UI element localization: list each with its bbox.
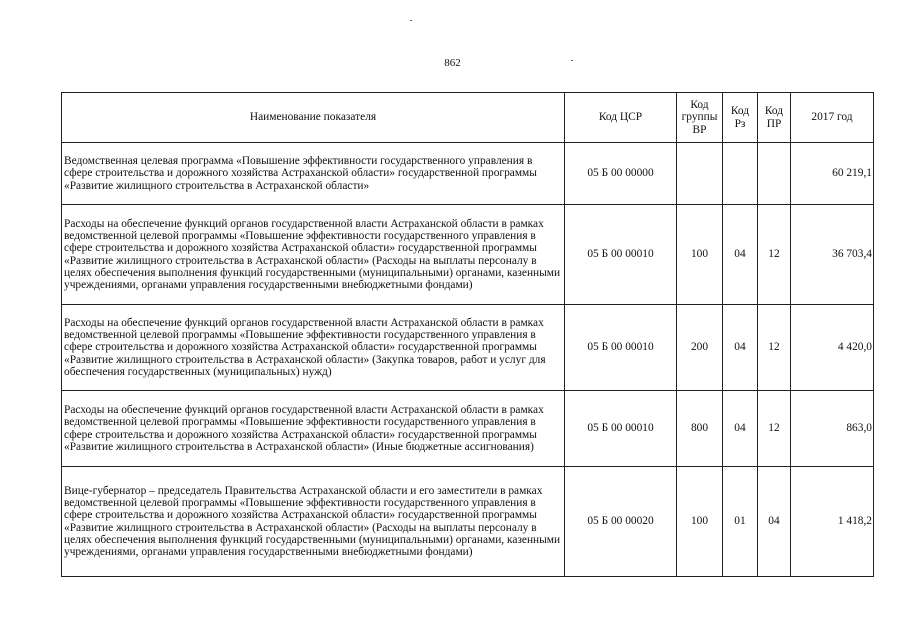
header-year: 2017 год [791, 93, 874, 143]
budget-table [61, 92, 874, 577]
header-code-rz: Код Рз [723, 93, 758, 143]
row-name: Расходы на обеспечение функций органов государственной власти Астраханской области в рамках ведомственной целевой программы «Повышение эффективности государственного управления в сфере строительства и дорожного хозяйства Астраханской области» государственной программы «Развитие жилищного строительства в Астраханской области» (Закупка товаров, работ и услуг для обеспечения государственных (муниципальных) нужд) [62, 305, 565, 391]
row-code-pr: 12 [758, 391, 791, 467]
row-code-vr [677, 143, 723, 205]
row-code-csr: 05 Б 00 00010 [565, 205, 677, 305]
row-amount: 60 219,1 [791, 143, 874, 205]
row-code-pr: 04 [758, 467, 791, 577]
row-code-rz: 04 [723, 391, 758, 467]
row-amount: 1 418,2 [791, 467, 874, 577]
row-name: Вице-губернатор – председатель Правительства Астраханской области и его заместители в рамках ведомственной целевой программы «Повышение эффективности государственного управления в сфере строительства и дорожного хозяйства Астраханской области» государственной программы «Развитие жилищного строительства в Астраханской области» (Расходы на выплаты персоналу в целях обеспечения выполнения функций государственными (муниципальными) органами, казенными учреждениями, органами управления государственными внебюджетными фондами) [62, 467, 565, 577]
row-code-rz [723, 143, 758, 205]
row-code-csr: 05 Б 00 00010 [565, 305, 677, 391]
table-row [62, 305, 874, 391]
page-number: 862 [444, 57, 461, 69]
row-name: Ведомственная целевая программа «Повышение эффективности государственного управления в сфере строительства и дорожного хозяйства Астраханской области» государственной программы «Развитие жилищного строительства в Астраханской области» [62, 143, 565, 205]
row-code-vr: 800 [677, 391, 723, 467]
row-code-pr: 12 [758, 305, 791, 391]
table-header-row [62, 93, 874, 143]
row-amount: 36 703,4 [791, 205, 874, 305]
row-code-csr: 05 Б 00 00010 [565, 391, 677, 467]
header-code-pr: Код ПР [758, 93, 791, 143]
table-row [62, 391, 874, 467]
header-code-vr: Код группы ВР [677, 93, 723, 143]
table-row [62, 143, 874, 205]
header-code-csr: Код ЦСР [565, 93, 677, 143]
row-code-pr [758, 143, 791, 205]
row-code-rz: 04 [723, 305, 758, 391]
row-name: Расходы на обеспечение функций органов государственной власти Астраханской области в рамках ведомственной целевой программы «Повышение эффективности государственного управления в сфере строительства и дорожного хозяйства Астраханской области» государственной программы «Развитие жилищного строительства в Астраханской области» (Расходы на выплаты персоналу в целях обеспечения выполнения функций государственными (муниципальными) органами, казенными учреждениями, органами управления государственными внебюджетными фондами) [62, 205, 565, 305]
row-code-vr: 200 [677, 305, 723, 391]
scan-speck [410, 20, 412, 21]
row-code-rz: 01 [723, 467, 758, 577]
row-code-csr: 05 Б 00 00000 [565, 143, 677, 205]
row-code-csr: 05 Б 00 00020 [565, 467, 677, 577]
row-code-vr: 100 [677, 467, 723, 577]
row-name: Расходы на обеспечение функций органов государственной власти Астраханской области в рамках ведомственной целевой программы «Повышение эффективности государственного управления в сфере строительства и дорожного хозяйства Астраханской области» государственной программы «Развитие жилищного строительства в Астраханской области» (Иные бюджетные ассигнования) [62, 391, 565, 467]
table-row [62, 205, 874, 305]
row-code-vr: 100 [677, 205, 723, 305]
row-amount: 863,0 [791, 391, 874, 467]
row-amount: 4 420,0 [791, 305, 874, 391]
row-code-pr: 12 [758, 205, 791, 305]
row-code-rz: 04 [723, 205, 758, 305]
table-row [62, 467, 874, 577]
header-name: Наименование показателя [62, 93, 565, 143]
